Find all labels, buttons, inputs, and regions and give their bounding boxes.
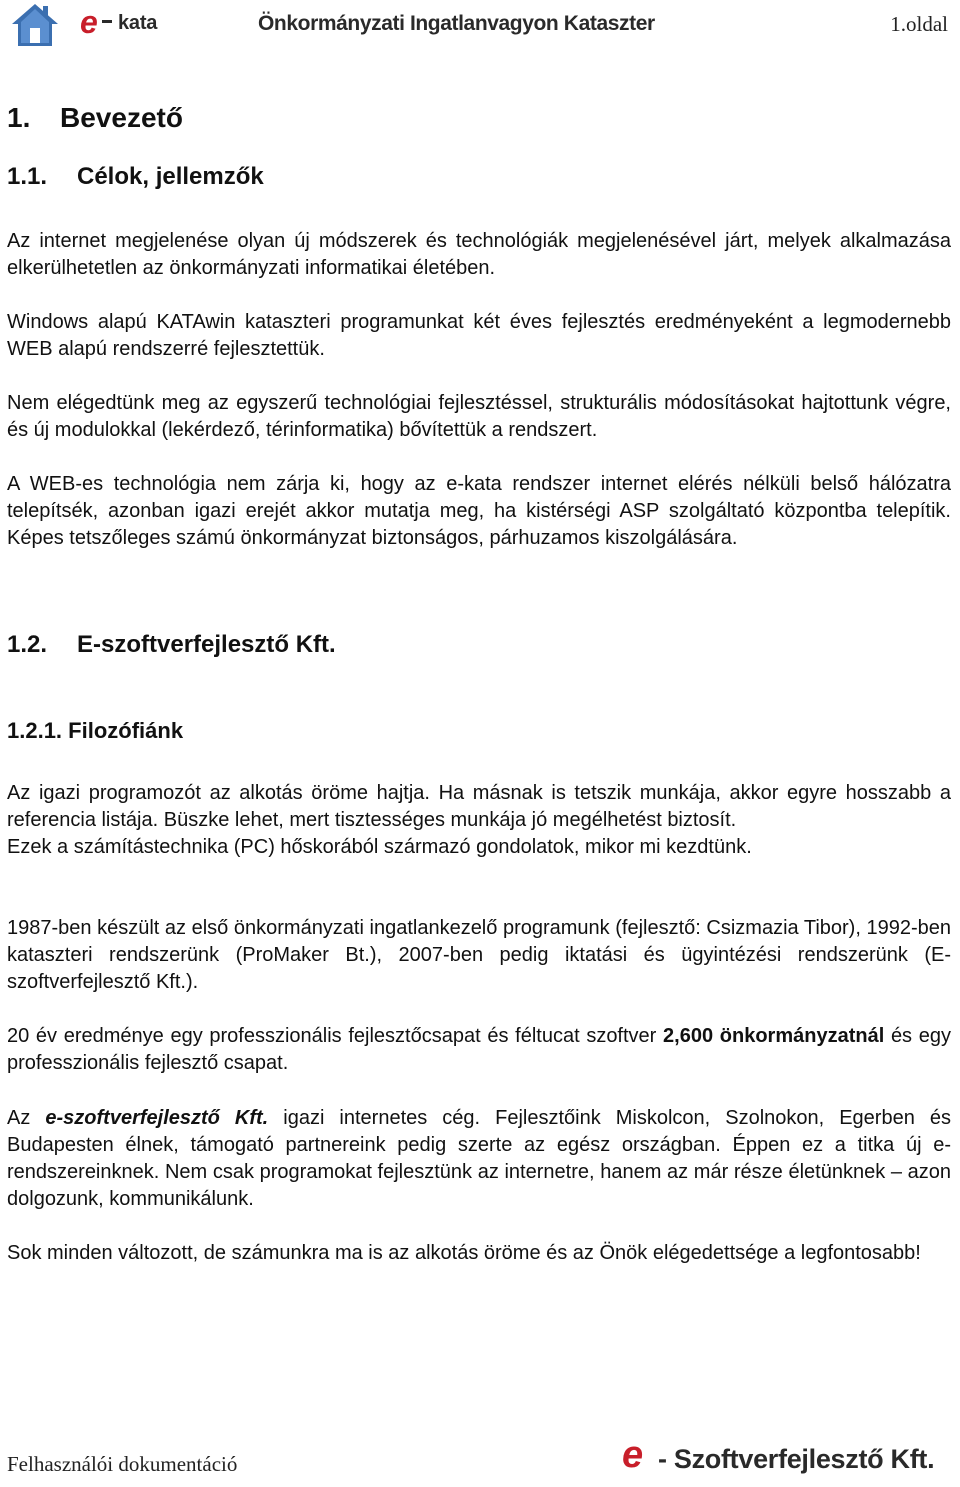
footer-company-logo <box>622 1434 952 1480</box>
heading-text: Filozófiánk <box>68 718 184 743</box>
paragraph-results <box>7 1023 951 1077</box>
results-highlight: 2,600 önkormányzatnál <box>663 1025 885 1047</box>
company-name: e-szoftverfejlesztő Kft. <box>45 1107 269 1129</box>
header-title: Önkormányzati Ingatlanvagyon Kataszter <box>258 12 655 35</box>
heading-number: 1. <box>7 102 31 133</box>
paragraph-internet: Az internet megjelenése olyan új módszerek és technológiák megjelenésével járt, melyek alkalmazása elkerülhetetlen az önkormányzati informatikai életében. <box>7 230 951 279</box>
heading-text: E-szoftverfejlesztő Kft. <box>77 631 336 658</box>
paragraph-closing: Sok minden változott, de számunkra ma is az alkotás öröme és az Önök elégedettsége a legfontosabb! <box>7 1242 921 1264</box>
page-number: 1.oldal <box>890 12 948 36</box>
paragraph-katawin: Windows alapú KATAwin kataszteri programunkat két éves fejlesztés eredményeként a legmodernebb WEB alapú rendszerré fejlesztettük. <box>7 311 951 360</box>
heading-introduction <box>7 102 183 134</box>
heading-philosophy <box>7 718 183 744</box>
paragraph-development: Nem elégedtünk meg az egyszerű technológiai fejlesztéssel, strukturális módosításokat hajtottunk végre, és új modulokkal (lekérdező, térinformatika) bővítettük a rendszert. <box>7 392 951 441</box>
paragraph-web-technology: A WEB-es technológia nem zárja ki, hogy az e-kata rendszer internet elérés nélküli belső hálózatra telepítsék, azonban igazi erejét akkor mutatja meg, ha kistérségi ASP szolgáltató központba telepítik. Képes tetszőleges számú önkormányzat biztonságos, párhuzamos kiszolgálására. <box>7 473 951 549</box>
house-icon <box>10 2 60 48</box>
heading-number: 1.2.1. <box>7 718 63 743</box>
philosophy-note: Ezek a számítástechnika (PC) hőskorából származó gondolatok, mikor mi kezdtünk. <box>7 836 752 858</box>
results-text-start: 20 év eredménye egy professzionális fejlesztőcsapat és féltucat szoftver <box>7 1025 657 1047</box>
paragraph-philosophy <box>7 780 951 861</box>
heading-number: 1.2. <box>7 631 48 658</box>
paragraph-company <box>7 1105 951 1213</box>
heading-text: Célok, jellemzők <box>77 163 264 190</box>
footer-logo-text: - Szoftverfejlesztő Kft. <box>658 1444 935 1474</box>
heading-number: 1.1. <box>7 163 48 190</box>
ekata-logo-dash <box>102 20 112 23</box>
ekata-logo-word: kata <box>118 12 158 34</box>
footer-doc-label: Felhasználói dokumentáció <box>7 1452 238 1476</box>
company-text-start: Az <box>7 1107 31 1129</box>
page-header <box>0 0 960 56</box>
paragraph-history: 1987-ben készült az első önkormányzati ingatlankezelő programunk (fejlesztő: Csizmazia Tibor), 1992-ben kataszteri rendszerünk (ProMaker Bt.), 2007-ben pedig iktatási és ügyintézési rendszerünk (E-szoftverfejlesztő Kft.). <box>7 917 951 993</box>
company-text-end: igazi internetes cég. Fejlesztőink Miskolcon, Szolnokon, Egerben és Budapesten élnek, támogató partnereink pedig szerte az egész országban. Éppen ez a titka új e-rendszereinknek. Nem csak programokat fejlesztünk az internetre, hanem az már része életünknek – azon dolgozunk, kommunikálunk. <box>7 1107 951 1210</box>
results-text-end: és egy professzionális fejlesztő csapat. <box>7 1025 951 1074</box>
philosophy-text: Az igazi programozót az alkotás öröme hajtja. Ha másnak is tetszik munkája, akkor egyre hosszabb a referencia listája. Büszke lehet, mert tisztességes munkája jó megélhetést biztosít. <box>7 782 951 831</box>
heading-company <box>7 631 336 659</box>
heading-goals <box>7 163 264 191</box>
heading-text: Bevezető <box>60 102 183 133</box>
ekata-logo-e: e <box>80 4 98 40</box>
footer-logo-e: e <box>622 1434 644 1476</box>
